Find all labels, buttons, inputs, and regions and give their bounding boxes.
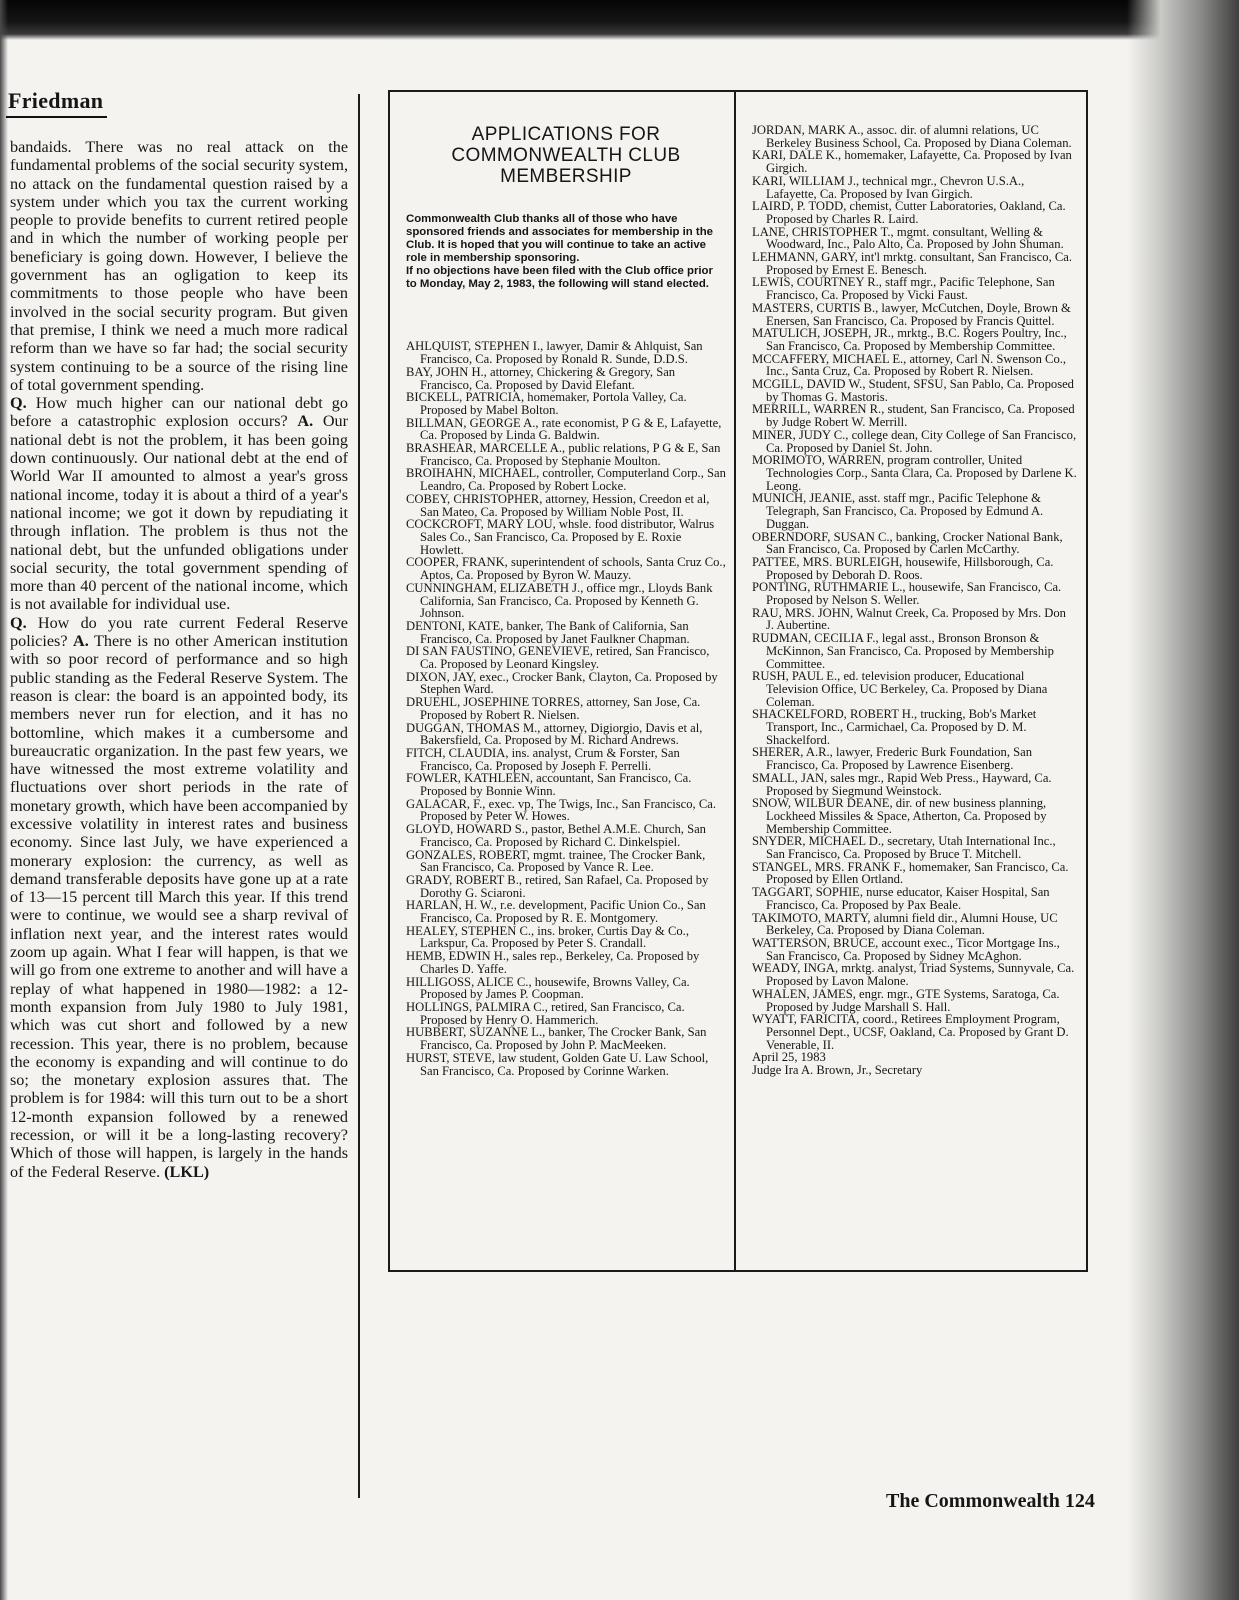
applicant-entry: LEHMANN, GARY, int'l mrktg. consultant, San Francisco, Ca. Proposed by Ernest E. Benesch.	[752, 250, 1073, 277]
applicant-entry: MORIMOTO, WARREN, program controller, United Technologies Corp., Santa Clara, Ca. Proposed by Darlene K. Leong.	[752, 453, 1077, 493]
secretary-signature: Judge Ira A. Brown, Jr., Secretary	[752, 1063, 923, 1078]
question-marker: Q.	[10, 394, 27, 413]
title-line: COMMONWEALTH CLUB	[451, 145, 681, 166]
applicant-entry: FOWLER, KATHLEEN, accountant, San Francisco, Ca. Proposed by Bonnie Winn.	[406, 771, 692, 799]
applicant-entry: LEWIS, COURTNEY R., staff mgr., Pacific Telephone, San Francisco, Ca. Proposed by Vicki Faust.	[752, 275, 1055, 303]
article-paragraph-3	[10, 614, 348, 1181]
applicant-entry: MCCAFFERY, MICHAEL E., attorney, Carl N. Swenson Co., Inc., Santa Cruz, Ca. Proposed by Robert R. Nielsen.	[752, 351, 1067, 379]
applicant-entry: MERRILL, WARREN R., student, San Francisco, Ca. Proposed by Judge Robert W. Merrill.	[752, 402, 1075, 430]
applications-intro	[406, 213, 726, 290]
applicant-entry: STANGEL, MRS. FRANK F., homemaker, San Francisco, Ca. Proposed by Ellen Ortland.	[752, 859, 1069, 887]
applicant-entry: LAIRD, P. TODD, chemist, Cutter Laboratories, Oakland, Ca. Proposed by Charles R. Laird.	[752, 199, 1066, 226]
paragraph-text: bandaids. There was no real attack on the fundamental problems of the social security system, no attack on the fundamental question raised by a system under which you tax the current working people to provide benefits to current retired people and in which the number of working people per beneficiary is going down. However, I believe the government has an ogligation to keep its commitments to those people who have been involved in the social security program. But given that premise, I think we need a much more radical reform than we have so far had; the social security system continuing to be a source of the rising line of total government spending.	[10, 138, 348, 394]
applicant-entry: HOLLINGS, PALMIRA C., retired, San Francisco, Ca. Proposed by Henry O. Hammerich.	[406, 1000, 685, 1027]
applicant-entry: RUSH, PAUL E., ed. television producer, Educational Television Office, UC Berkeley, Ca. Proposed by Diana Coleman.	[752, 669, 1048, 709]
applicant-entry: BAY, JOHN H., attorney, Chickering & Gregory, San Francisco, Ca. Proposed by David Elefant.	[406, 364, 676, 392]
applicant-entry: HEALEY, STEPHEN C., ins. broker, Curtis Day & Co., Larkspur, Ca. Proposed by Peter S. Crandall.	[406, 923, 689, 951]
applicant-entry: DIXON, JAY, exec., Crocker Bank, Clayton, Ca. Proposed by Stephen Ward.	[406, 669, 718, 697]
applicant-entry: JORDAN, MARK A., assoc. dir. of alumni relations, UC Berkeley Business School, Ca. Proposed by Diana Coleman.	[752, 123, 1072, 150]
applications-right-column	[752, 124, 1077, 1077]
applicant-entry: HURST, STEVE, law student, Golden Gate U. Law School, San Francisco, Ca. Proposed by Corinne Warken.	[406, 1050, 709, 1078]
applicant-entry: CUNNINGHAM, ELIZABETH J., office mgr., Lloyds Bank California, San Francisco, Ca. Proposed by Kenneth G. Johnson.	[406, 580, 713, 621]
applications-left-column	[406, 124, 726, 1077]
applicant-entry: MCGILL, DAVID W., Student, SFSU, San Pablo, Ca. Proposed by Thomas G. Mastoris.	[752, 377, 1074, 404]
applications-title	[406, 124, 726, 187]
applicant-entry: GALACAR, F., exec. vp, The Twigs, Inc., San Francisco, Ca. Proposed by Peter W. Howes.	[406, 796, 716, 824]
applicant-entry: SMALL, JAN, sales mgr., Rapid Web Press., Hayward, Ca. Proposed by Siegmund Weinstock.	[752, 770, 1052, 798]
article-header: Friedman	[6, 88, 107, 118]
applicant-entry: KARI, WILLIAM J., technical mgr., Chevron U.S.A., Lafayette, Ca. Proposed by Ivan Girgich.	[752, 173, 1025, 201]
author-signoff: (LKL)	[164, 1162, 210, 1181]
answer-marker: A.	[73, 632, 89, 651]
applicant-entry: TAGGART, SOPHIE, nurse educator, Kaiser Hospital, San Francisco, Ca. Proposed by Pax Beale.	[752, 885, 1050, 912]
friedman-article-body	[10, 138, 348, 1181]
intro-thanks: Commonwealth Club thanks all of those who have sponsored friends and associates for membership in the Club. It is hoped that you will continue to take an active role in membership sponsoring.	[406, 213, 713, 264]
applicant-entry: BROIHAHN, MICHAEL, controller, Computerland Corp., San Leandro, Ca. Proposed by Robert Locke.	[406, 466, 726, 494]
applicant-entry: WHALEN, JAMES, engr. mgr., GTE Systems, Saratoga, Ca. Proposed by Judge Marshall S. Hall.	[752, 986, 1060, 1014]
box-column-rule	[734, 92, 736, 1270]
applicant-entry: COOPER, FRANK, superintendent of schools, Santa Cruz Co., Aptos, Ca. Proposed by Byron W. Mauzy.	[406, 555, 726, 583]
applicant-entry: COCKCROFT, MARY LOU, whsle. food distributor, Walrus Sales Co., San Francisco, Ca. Proposed by E. Roxie Howlett.	[406, 517, 715, 557]
applicant-entry: DRUEHL, JOSEPHINE TORRES, attorney, San Jose, Ca. Proposed by Robert R. Nielsen.	[406, 695, 701, 722]
article-paragraph-2	[10, 394, 348, 614]
page-footer: The Commonwealth 124	[886, 1490, 1095, 1512]
answer-marker: A.	[297, 412, 314, 431]
answer-text: Our national debt is not the problem, it has been going down continuously. Our national debt at the end of World War II amounted to almost a year's gross national income, today it is about a third of a year's national income; we got it down by repudiating it through inflation. The problem is thus not the national debt, but the unfunded obligations under social security, the total government spending of more than 40 percent of the national income, which is not available for individual use.	[10, 412, 349, 614]
applicant-entry: GLOYD, HOWARD S., pastor, Bethel A.M.E. Church, San Francisco, Ca. Proposed by Richard C. Dinkelspiel.	[406, 822, 706, 849]
intro-objections: If no objections have been filed with the Club office prior to Monday, May 2, 1983, the following will stand elected.	[406, 264, 713, 290]
column-rule	[358, 94, 360, 1498]
applicant-entry: RUDMAN, CECILIA F., legal asst., Bronson Bronson & McKinnon, San Francisco, Ca. Proposed by Membership Committee.	[752, 631, 1054, 671]
applicant-entry: RAU, MRS. JOHN, Walnut Creek, Ca. Proposed by Mrs. Don J. Aubertine.	[752, 605, 1066, 633]
applicant-entry: PONTING, RUTHMARIE L., housewife, San Francisco, Ca. Proposed by Nelson S. Weller.	[752, 580, 1062, 608]
applicant-entry: COBEY, CHRISTOPHER, attorney, Hession, Creedon et al, San Mateo, Ca. Proposed by William Noble Post, II.	[406, 491, 710, 519]
applicant-entry: HARLAN, H. W., r.e. development, Pacific Union Co., San Francisco, Ca. Proposed by R. E. Montgomery.	[406, 898, 706, 926]
applicant-entry: WYATT, FARICITA, coord., Retirees Employment Program, Personnel Dept., UCSF, Oakland, Ca. Proposed by Grant D. Venerable, II.	[752, 1012, 1069, 1052]
applicant-entry: BRASHEAR, MARCELLE A., public relations, P G & E, San Francisco, Ca. Proposed by Stephanie Moulton.	[406, 441, 721, 468]
applicant-entry: MUNICH, JEANIE, asst. staff mgr., Pacific Telephone & Telegraph, San Francisco, Ca. Proposed by Edmund A. Duggan.	[752, 491, 1044, 531]
applicant-entry: PATTEE, MRS. BURLEIGH, housewife, Hillsborough, Ca. Proposed by Deborah D. Roos.	[752, 554, 1054, 582]
applicant-entry: FITCH, CLAUDIA, ins. analyst, Crum & Forster, San Francisco, Ca. Proposed by Joseph F. Perrelli.	[406, 745, 680, 773]
scan-left-shadow	[0, 0, 8, 1600]
applicant-entry: MASTERS, CURTIS B., lawyer, McCutchen, Doyle, Brown & Enersen, San Francisco, Ca. Proposed by Francis Quittel.	[752, 300, 1071, 328]
applicant-entry: GRADY, ROBERT B., retired, San Rafael, Ca. Proposed by Dorothy G. Sciaroni.	[406, 872, 709, 900]
applicant-entry: LANE, CHRISTOPHER T., mgmt. consultant, Welling & Woodward, Inc., Palo Alto, Ca. Proposed by John Shuman.	[752, 224, 1064, 252]
applicant-entry: WEADY, INGA, mrktg. analyst, Triad Systems, Sunnyvale, Ca. Proposed by Lavon Malone.	[752, 961, 1075, 989]
applicant-entry: BICKELL, PATRICIA, homemaker, Portola Valley, Ca. Proposed by Mabel Bolton.	[406, 390, 687, 417]
applicant-list-right	[752, 124, 1077, 1051]
applicant-entry: SNOW, WILBUR DEANE, dir. of new business planning, Lockheed Missiles & Space, Atherton, Ca. Proposed by Membership Committee.	[752, 796, 1047, 836]
applicant-entry: KARI, DALE K., homemaker, Lafayette, Ca. Proposed by Ivan Girgich.	[752, 148, 1072, 176]
title-line: APPLICATIONS FOR	[471, 124, 661, 145]
applicant-entry: DENTONI, KATE, banker, The Bank of California, San Francisco, Ca. Proposed by Janet Faulkner Chapman.	[406, 618, 690, 646]
applicant-entry: GONZALES, ROBERT, mgmt. trainee, The Crocker Bank, San Francisco, Ca. Proposed by Vance R. Lee.	[406, 847, 706, 875]
applicant-entry: TAKIMOTO, MARTY, alumni field dir., Alumni House, UC Berkeley, Ca. Proposed by Diana Coleman.	[752, 910, 1058, 938]
scan-page-curl	[1127, 0, 1239, 1600]
applicant-entry: WATTERSON, BRUCE, account exec., Ticor Mortgage Ins., San Francisco, Ca. Proposed by Sidney McAghon.	[752, 936, 1060, 963]
applicant-entry: HUBBERT, SUZANNE L., banker, The Crocker Bank, San Francisco, Ca. Proposed by John P. MacMeeken.	[406, 1025, 707, 1053]
question-text: How do you rate current Federal Reserve policies?	[10, 613, 348, 651]
question-marker: Q.	[10, 613, 27, 632]
question-text: How much higher can our national debt go before a catastrophic explosion occurs?	[10, 394, 348, 431]
applicant-entry: SNYDER, MICHAEL D., secretary, Utah International Inc., San Francisco, Ca. Proposed by Bruce T. Mitchell.	[752, 834, 1056, 862]
applicant-entry: AHLQUIST, STEPHEN I., lawyer, Damir & Ahlquist, San Francisco, Ca. Proposed by Ronald R. Sunde, D.D.S.	[406, 339, 703, 367]
applicant-entry: DUGGAN, THOMAS M., attorney, Digiorgio, Davis et al, Bakersfield, Ca. Proposed by M. Richard Andrews.	[406, 720, 703, 748]
applicant-entry: HEMB, EDWIN H., sales rep., Berkeley, Ca. Proposed by Charles D. Yaffe.	[406, 949, 700, 976]
answer-text: There is no other American institution with so poor record of performance and so high public standing as the Federal Reserve System. The reason is clear: the board is an appointed body, its members never run for election, and it has no bottomline, which makes it a cumbersome and bureaucratic organization. In the past few years, we have witnessed the most extreme volatility and fluctuations over short periods in the rate of monetary growth, which have been accompanied by excessive volatility in interest rates and business economy. Since last July, we have experienced a monerary explosion: the currency, as well as demand transferable deposits have gone up at a rate of 13—15 percent till March this year. If this trend were to continue, we would see a sharp revival of inflation next year, and the interest rates would zoom up again. What I fear will happen, is that we will go from one extreme to another and will have a replay of what happened in 1980—1982: a 12-month expansion from July 1980 to July 1981, which was cut short and followed by a new recession. This year, there is no problem, because the economy is expanding and will continue to do so; the monetary explosion assures that. The problem is for 1984: will this turn out to be a short 12-month expansion followed by a renewed recession, or will it be a long-lasting recovery? Which of those will happen, is largely in the hands of the Federal Reserve.	[10, 632, 349, 1181]
applicant-entry: SHERER, A.R., lawyer, Frederic Burk Foundation, San Francisco, Ca. Proposed by Lawrence Eisenberg.	[752, 745, 1033, 773]
scan-top-shadow	[0, 0, 1239, 40]
applicant-list-left	[406, 340, 726, 1077]
membership-applications-box	[388, 90, 1088, 1272]
applicant-entry: HILLIGOSS, ALICE C., housewife, Browns Valley, Ca. Proposed by James P. Coopman.	[406, 974, 690, 1002]
applicant-entry: MINER, JUDY C., college dean, City College of San Francisco, Ca. Proposed by Daniel St. John.	[752, 427, 1077, 455]
applicant-entry: SHACKELFORD, ROBERT H., trucking, Bob's Market Transport, Inc., Carmichael, Ca. Proposed by D. M. Shackelford.	[752, 707, 1037, 747]
applicant-entry: BILLMAN, GEORGE A., rate economist, P G & E, Lafayette, Ca. Proposed by Linda G. Baldwin.	[406, 415, 722, 443]
title-line: MEMBERSHIP	[500, 166, 632, 187]
applicant-entry: MATULICH, JOSEPH, JR., mrktg., B.C. Rogers Poultry, Inc., San Francisco, Ca. Proposed by Membership Committee.	[752, 326, 1067, 353]
article-paragraph-1	[10, 138, 348, 394]
applicant-entry: OBERNDORF, SUSAN C., banking, Crocker National Bank, San Francisco, Ca. Proposed by Carlen McCarthy.	[752, 529, 1063, 557]
applicant-entry: DI SAN FAUSTINO, GENEVIEVE, retired, San Francisco, Ca. Proposed by Leonard Kingsley.	[406, 644, 710, 672]
applications-date: April 25, 1983	[752, 1050, 826, 1065]
